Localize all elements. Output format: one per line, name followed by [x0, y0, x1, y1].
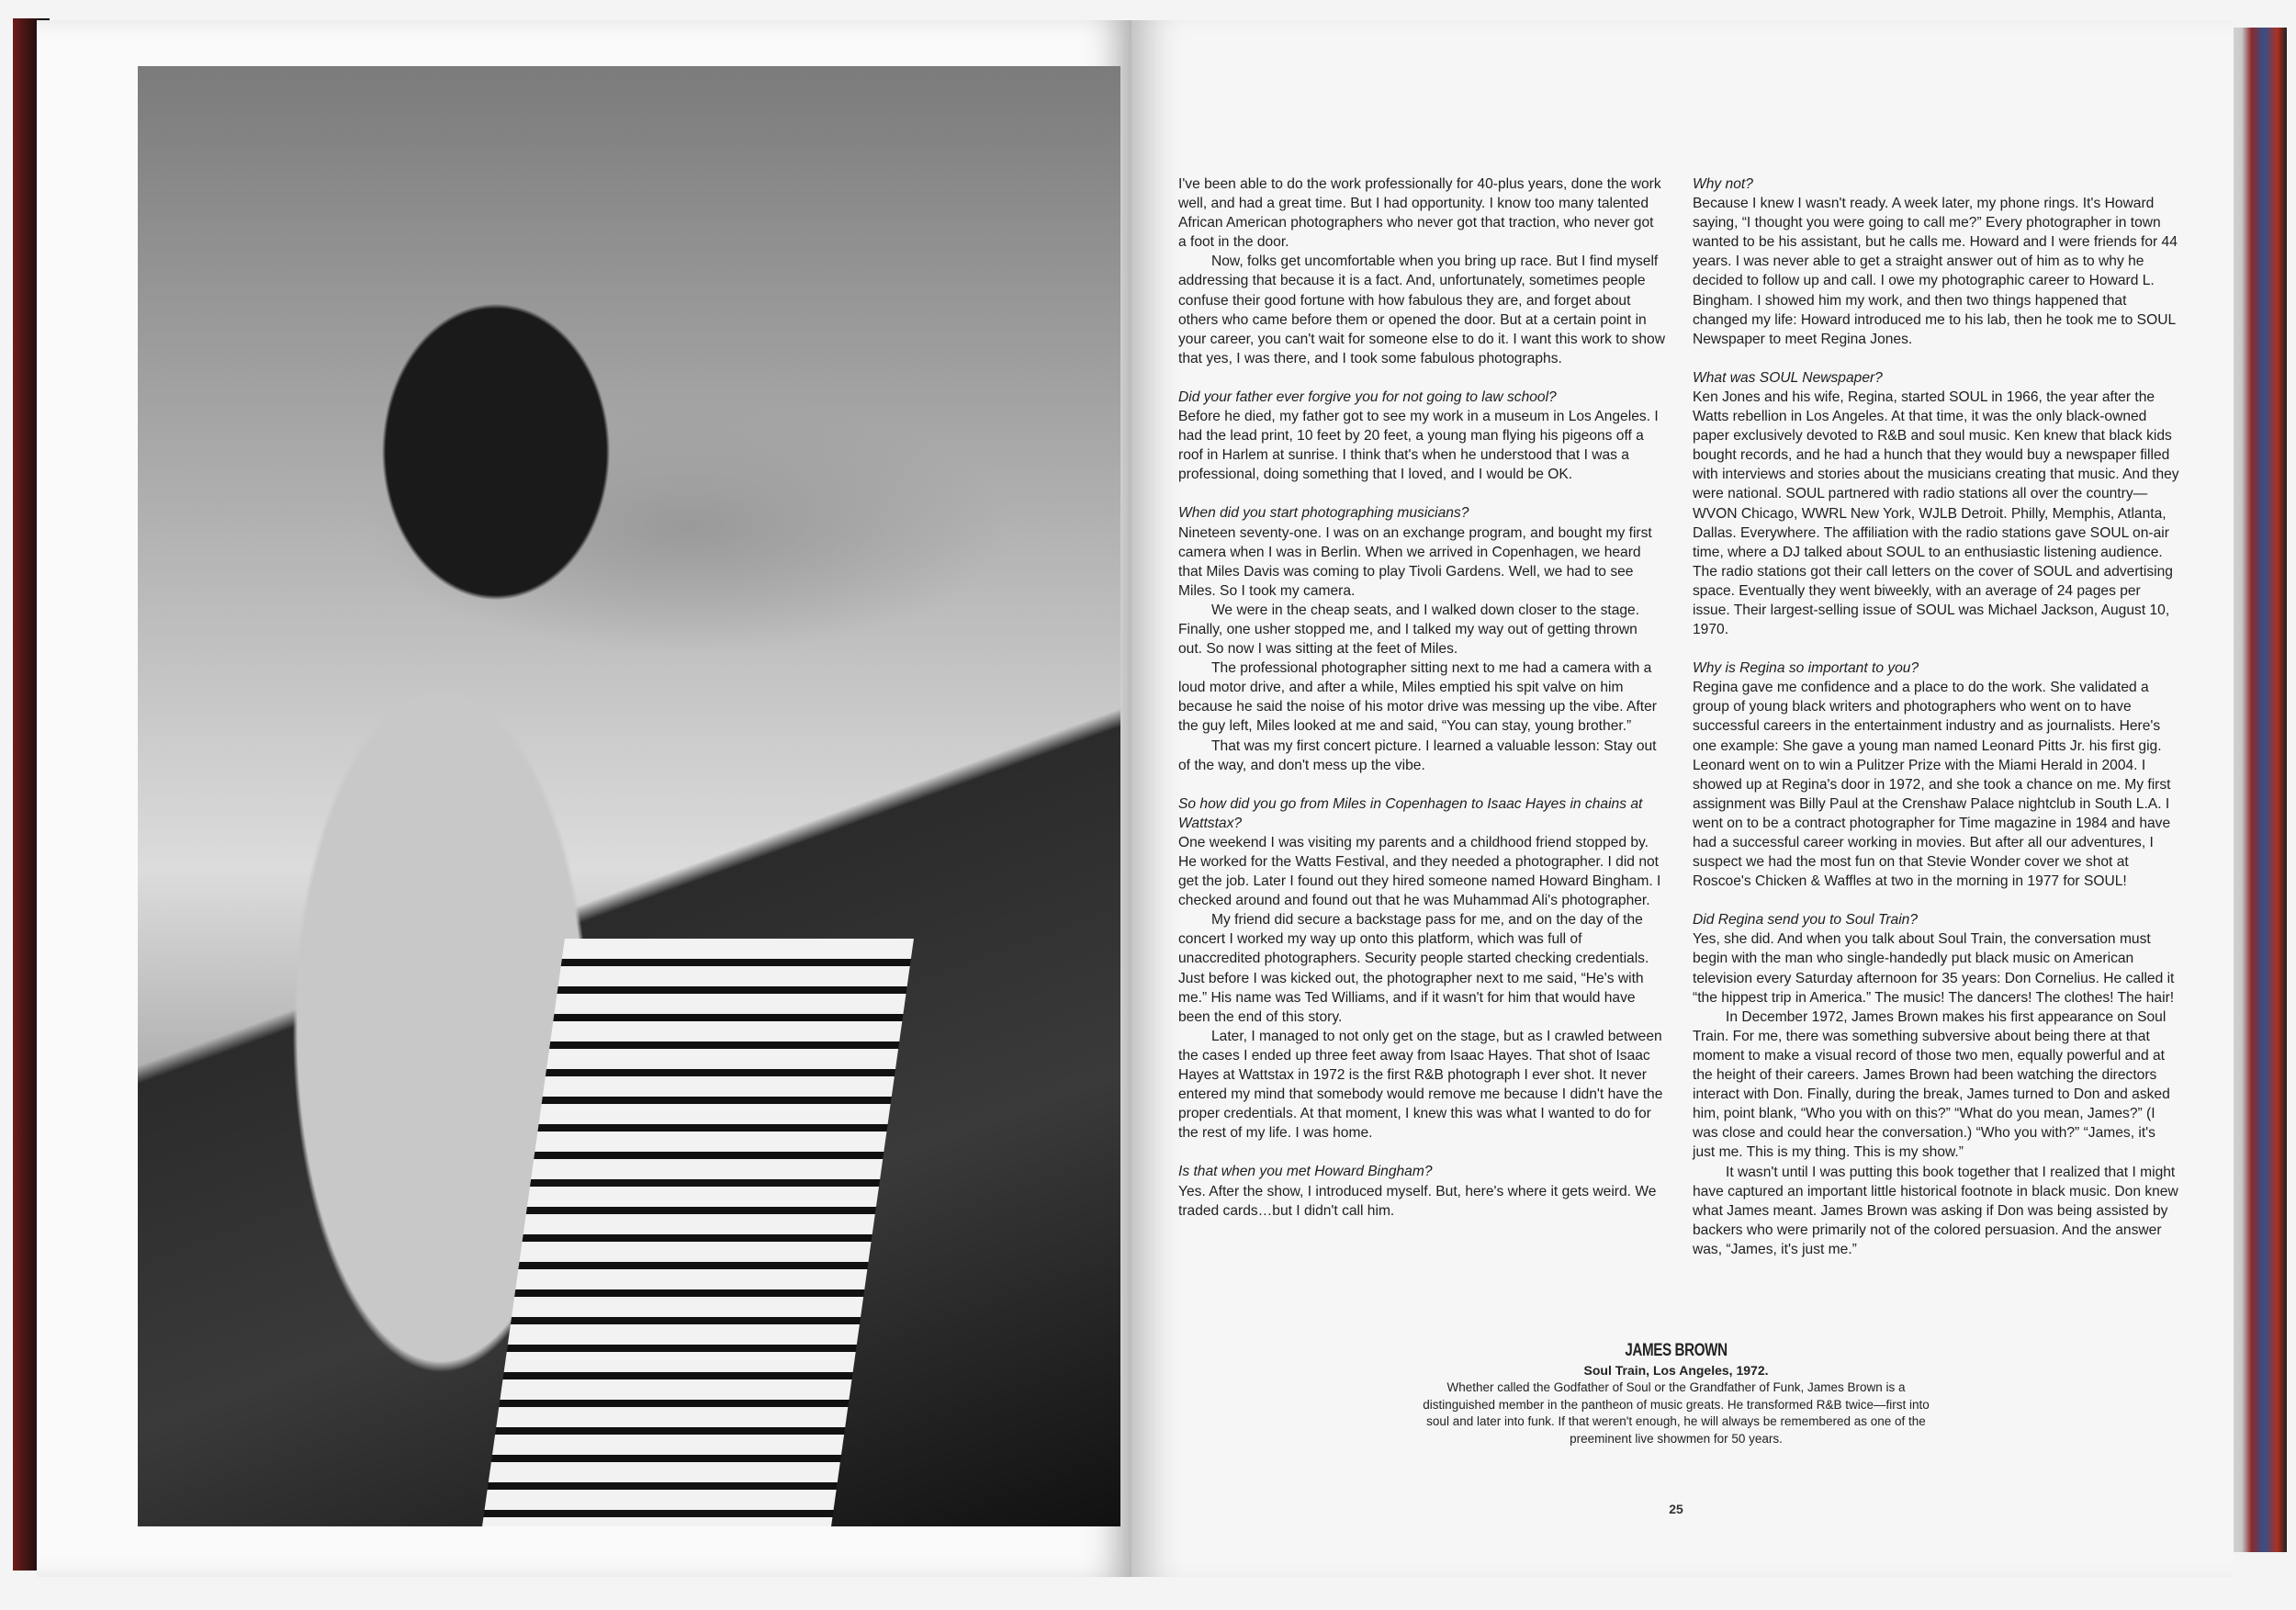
interview-paragraph: Regina gave me confidence and a place to do the work. She validated a group of young black writers and photographers who went on to have successful careers in the entertainment industry and as journalists. Here's one example: She gave a young man named Leonard Pitts Jr. his first gig. Leonard went on to win a Pulitzer Prize with the Miami Herald in 2004. I showed up at Regina's door in 1972, and she took a chance on me. My first assignment was Billy Paul at the Crenshaw Palace nightclub in South L.A. I went on to be a contract photographer for Time magazine in 1984 and have had a successful career working in movies. But after all our adventures, I suspect we had the most fun on that Stevie Wonder cover we shot at Roscoe's Chicken & Waffles at two in the morning in 1977 for SOUL! [1693, 680, 2171, 890]
interview-paragraph: Before he died, my father got to see my work in a museum in Los Angeles. I had the lead print, 10 feet by 20 feet, a young man flying his pigeons off a roof in Harlem at sunrise. I think that's when he understood that I was a professional, doing something that I loved, and I would be OK. [1178, 409, 1659, 483]
photo-caption [1419, 1341, 1933, 1447]
interview-paragraph: Ken Jones and his wife, Regina, started SOUL in 1966, the year after the Watts rebellion in Los Angeles. At that time, it was the only black-owned paper exclusively devoted to R&B and soul music. Ken knew that black kids bought records, and he had a hunch that they would buy a newspaper filled with interviews and stories about the musicians creating that music. And they were national. SOUL partnered with radio stations all over the country—WVON Chicago, WWRL New York, WJLB Detroit. Philly, Memphis, Atlanta, Dallas. Everywhere. The affiliation with the radio stations gave SOUL on-air time, where a DJ talked about SOUL to an enthusiastic listening audience. The radio stations got their call letters on the cover of SOUL and advertising space. Eventually they went biweekly, with an average of 24 pages per issue. Their largest-selling issue of SOUL was Michael Jackson, August 10, 1970. [1693, 388, 2179, 638]
interview-question: Did your father ever forgive you for not going to law school? [1178, 388, 1557, 405]
interview-paragraph: Later, I managed to not only get on the stage, but as I crawled between the cases I ended up three feet away from Isaac Hayes. That shot of Isaac Hayes at Wattstax in 1972 is the first R&B photograph I ever shot. It never entered my mind that somebody would remove me because I didn't have the proper credentials. At that moment, I knew this was what I wanted to do for the rest of my life. I was home. [1178, 1028, 1663, 1142]
interview-paragraph: Now, folks get uncomfortable when you bring up race. But I find myself addressing that because it is a fact. And, unfortunately, sometimes people confuse their good fortune with how fabulous they are, and forget about others who came before them or opened the door. But at a certain point in your career, you can't wait for someone else to do it. I want this work to show that yes, I was there, and I took some fabulous photographs. [1178, 253, 1665, 366]
interview-paragraph: Because I knew I wasn't ready. A week later, my phone rings. It's Howard saying, “I thought you were going to call me?” Every photographer in town wanted to be his assistant, but he calls me. Howard and I were friends for 44 years. I was never able to get a straight answer out of him as to why he decided to follow up and call. I owe my photographic career to Howard L. Bingham. I showed him my work, and then two things happened that changed my life: Howard introduced me to his lab, then he took me to SOUL Newspaper to meet Regina Jones. [1693, 196, 2178, 347]
interview-paragraph: My friend did secure a backstage pass for me, and on the day of the concert I worked my way up onto this platform, which was full of unaccredited photographers. Security people started checking credentials. Just before I was kicked out, the photographer next to me said, “He's with me.” His name was Ted Williams, and if it wasn't for him that would have been the end of this story. [1178, 912, 1649, 1025]
interview-question: Why is Regina so important to you? [1693, 660, 1919, 677]
interview-question: Why not? [1693, 176, 1753, 192]
caption-text: Whether called the Godfather of Soul or the Grandfather of Funk, James Brown is a distinguished member in the pantheon of music greats. He transformed R&B twice—first into soul and later into funk. If that weren't enough, he will always be remembered as one of the preeminent live showmen for 50 years. [1423, 1380, 1930, 1446]
interview-paragraph: It wasn't until I was putting this book together that I realized that I might have captured an important little historical footnote in black music. Don knew what James meant. James Brown was asking if Don was being assisted by backers who were primarily not of the colored persuasion. And the answer was, “James, it's just me.” [1693, 1164, 2178, 1257]
interview-paragraph: One weekend I was visiting my parents and a childhood friend stopped by. He worked for the Watts Festival, and they needed a photographer. I did not get the job. Later I found out they hired someone named Howard Bingham. I checked around and found out that he was Muhammad Ali's photographer. [1178, 834, 1661, 909]
text-column-2 [1693, 175, 2179, 1259]
interview-question: Is that when you met Howard Bingham? [1178, 1164, 1433, 1180]
interview-paragraph: In December 1972, James Brown makes his first appearance on Soul Train. For me, there was something subversive about being there at that moment to make a visual record of those two men, equally powerful and at the height of their careers. James Brown had been watching the directors interact with Don. Finally, during the break, James turned to Don and asked him, point blank, “Who you with on this?” “What do you mean, James?” (I was close and could hear the conversation.) “Who you with?” “James, it's just me. This is my thing. This is my show.” [1693, 1008, 2170, 1161]
text-column-1 [1178, 175, 1665, 1221]
interview-paragraph: That was my first concert picture. I learned a valuable lesson: Stay out of the way, and don't mess up the vibe. [1178, 737, 1657, 773]
photo-james-brown-at-organ [138, 66, 1120, 1526]
interview-question: So how did you go from Miles in Copenhagen to Isaac Hayes in chains at Wattstax? [1178, 795, 1643, 831]
interview-question: When did you start photographing musicians? [1178, 505, 1469, 522]
interview-question: What was SOUL Newspaper? [1693, 369, 1883, 386]
interview-paragraph: Nineteen seventy-one. I was on an exchange program, and bought my first camera when I was in Berlin. When we arrived in Copenhagen, we heard that Miles Davis was coming to play Tivoli Gardens. Well, we had to see Miles. So I took my camera. [1178, 524, 1652, 599]
left-page [37, 20, 1139, 1577]
organ-keyboard [482, 939, 914, 1526]
page-number: 25 [1669, 1502, 1683, 1516]
interview-paragraph: The professional photographer sitting next to me had a camera with a loud motor drive, and after a while, Miles emptied his spit valve on him because he said the noise of his motor drive was messing up the vibe. After the guy left, Miles looked at me and said, “You can stay, young brother.” [1178, 660, 1657, 735]
interview-paragraph: Yes. After the show, I introduced myself. But, here's where it gets weird. We traded cards…but I didn't call him. [1178, 1183, 1657, 1219]
interview-paragraph: I've been able to do the work professionally for 40-plus years, done the work well, and had a great time. But I had opportunity. I know too many talented African American photographers who never got that traction, who never got a foot in the door. [1178, 176, 1661, 251]
interview-paragraph: Yes, she did. And when you talk about Soul Train, the conversation must begin with the man who single-handedly put black music on American television every Saturday afternoon for 35 years: Don Cornelius. He called it “the hippest trip in America.” The music! The dancers! The clothes! The hair! [1693, 931, 2175, 1006]
caption-location: Soul Train, Los Angeles, 1972. [1583, 1363, 1769, 1378]
interview-question: Did Regina send you to Soul Train? [1693, 912, 1919, 929]
caption-title: JAMES BROWN [1625, 1341, 1728, 1360]
interview-paragraph: We were in the cheap seats, and I walked down closer to the stage. Finally, one usher stopped me, and I talked my way out of getting thrown out. So now I was sitting at the feet of Miles. [1178, 602, 1640, 658]
